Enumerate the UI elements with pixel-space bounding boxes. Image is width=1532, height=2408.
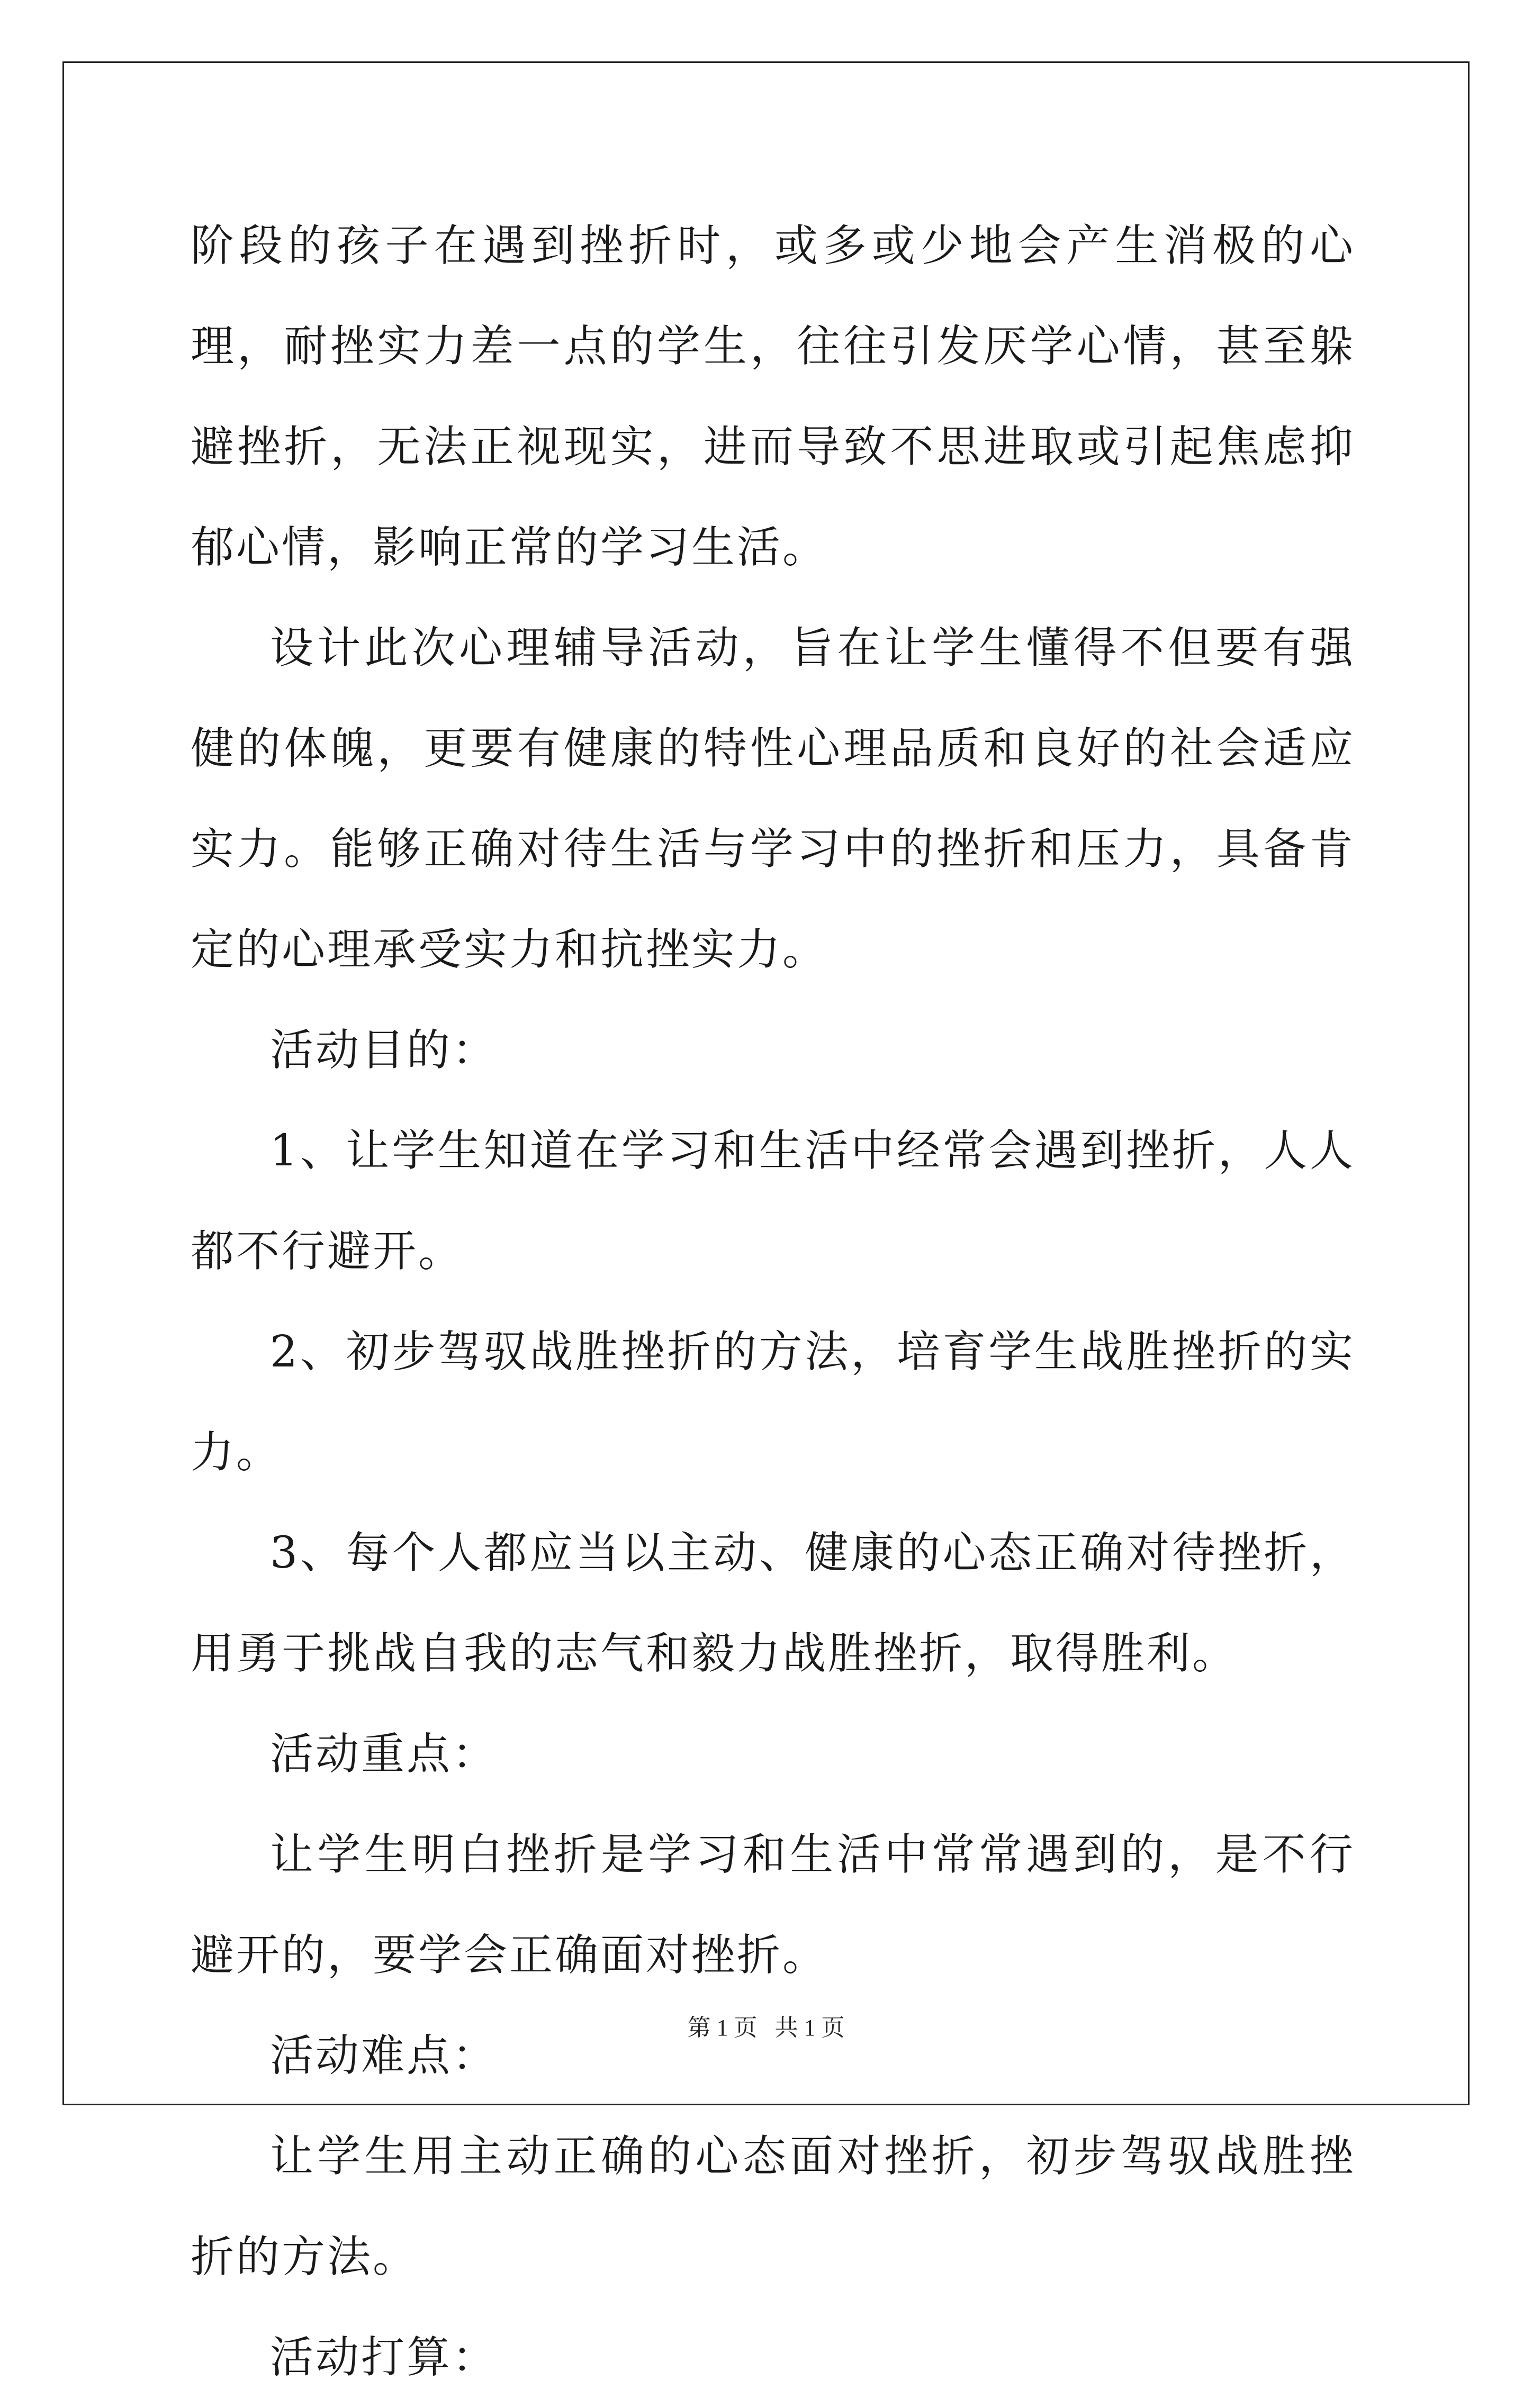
list-item-goal-2: 2、初步驾驭战胜挫折的方法，培育学生战胜挫折的实力。 — [191, 1327, 1355, 1478]
heading-activity-difficulty: 活动难点： — [270, 2031, 498, 2081]
heading-activity-goals: 活动目的： — [270, 1025, 498, 1075]
list-item-goal-1: 1、让学生知道在学习和生活中经常会遇到挫折，人人都不行避开。 — [191, 1126, 1355, 1277]
heading-activity-focus: 活动重点： — [270, 1729, 498, 1779]
paragraph-difficulty: 让学生用主动正确的心态面对挫折，初步驾驭战胜挫折的方法。 — [191, 2131, 1355, 2282]
paragraph-design: 设计此次心理辅导活动，旨在让学生懂得不但要有强健的体魄，更要有健康的特性心理品质和良好的社会适应实力。能够正确对待生活与学习中的挫折和压力，具备肯定的心理承受实力和抗挫实力。 — [191, 623, 1355, 975]
paragraph-focus: 让学生明白挫折是学习和生活中常常遇到的，是不行避开的，要学会正确面对挫折。 — [191, 1830, 1355, 1980]
paragraph-intro: 阶段的孩子在遇到挫折时，或多或少地会产生消极的心理，耐挫实力差一点的学生，往往引发厌学心情，甚至躲避挫折，无法正视现实，进而导致不思进取或引起焦虑抑郁心情，影响正常的学习生活。 — [191, 221, 1355, 573]
heading-activity-plan: 活动打算： — [270, 2332, 498, 2383]
page-number-footer: 第 1 页 共 1 页 — [687, 2015, 845, 2041]
document-body — [191, 196, 1355, 2408]
list-item-goal-3: 3、每个人都应当以主动、健康的心态正确对待挫折，用勇于挑战自我的志气和毅力战胜挫折，取得胜利。 — [191, 1528, 1355, 1679]
